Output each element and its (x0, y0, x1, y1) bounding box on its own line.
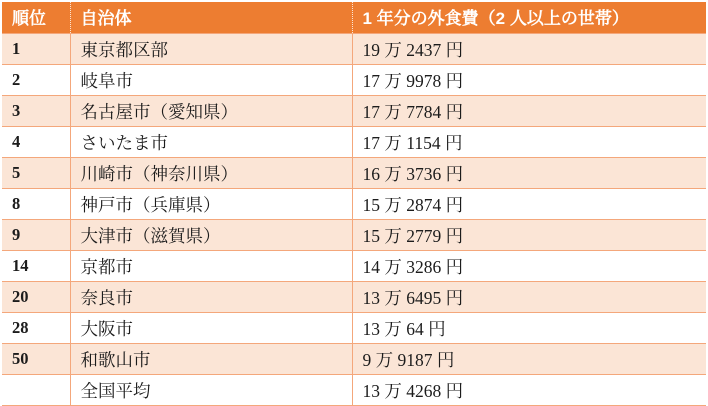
expense-cell: 13 万 6495 円 (352, 282, 706, 313)
rank-cell: 28 (2, 313, 70, 344)
table-row (2, 282, 706, 313)
rank-cell: 8 (2, 189, 70, 220)
table-row (2, 220, 706, 251)
table-row (2, 189, 706, 220)
table-row (2, 34, 706, 65)
expense-cell: 15 万 2779 円 (352, 220, 706, 251)
municipality-cell: 和歌山市 (70, 344, 352, 375)
municipality-cell: 奈良市 (70, 282, 352, 313)
table-body (2, 34, 706, 406)
expense-cell: 15 万 2874 円 (352, 189, 706, 220)
rank-cell: 9 (2, 220, 70, 251)
municipality-cell: 名古屋市（愛知県） (70, 96, 352, 127)
table-header (2, 2, 706, 34)
table-row (2, 96, 706, 127)
rank-cell: 2 (2, 65, 70, 96)
rank-cell (2, 375, 70, 406)
expense-cell: 13 万 4268 円 (352, 375, 706, 406)
municipality-cell: 大阪市 (70, 313, 352, 344)
table-row (2, 127, 706, 158)
rank-cell: 5 (2, 158, 70, 189)
expense-cell: 17 万 7784 円 (352, 96, 706, 127)
municipality-cell: 神戸市（兵庫県） (70, 189, 352, 220)
expense-cell: 19 万 2437 円 (352, 34, 706, 65)
rank-cell: 4 (2, 127, 70, 158)
table-row (2, 313, 706, 344)
municipality-cell: 京都市 (70, 251, 352, 282)
municipality-cell: 大津市（滋賀県） (70, 220, 352, 251)
municipality-cell: 岐阜市 (70, 65, 352, 96)
municipality-cell: 川崎市（神奈川県） (70, 158, 352, 189)
rank-cell: 3 (2, 96, 70, 127)
expense-cell: 17 万 1154 円 (352, 127, 706, 158)
rank-cell: 20 (2, 282, 70, 313)
rank-cell: 1 (2, 34, 70, 65)
table-row (2, 65, 706, 96)
expense-cell: 16 万 3736 円 (352, 158, 706, 189)
column-header-municipality: 自治体 (70, 2, 352, 34)
expense-cell: 14 万 3286 円 (352, 251, 706, 282)
table-row (2, 251, 706, 282)
rank-cell: 14 (2, 251, 70, 282)
municipality-cell: さいたま市 (70, 127, 352, 158)
expense-cell: 9 万 9187 円 (352, 344, 706, 375)
expense-cell: 13 万 64 円 (352, 313, 706, 344)
table-row (2, 158, 706, 189)
municipality-cell: 全国平均 (70, 375, 352, 406)
header-row (2, 2, 706, 34)
expense-cell: 17 万 9978 円 (352, 65, 706, 96)
ranking-table (2, 2, 706, 406)
column-header-expense: 1 年分の外食費（2 人以上の世帯） (352, 2, 706, 34)
municipality-cell: 東京都区部 (70, 34, 352, 65)
rank-cell: 50 (2, 344, 70, 375)
table-row (2, 375, 706, 406)
table-row (2, 344, 706, 375)
column-header-rank: 順位 (2, 2, 70, 34)
